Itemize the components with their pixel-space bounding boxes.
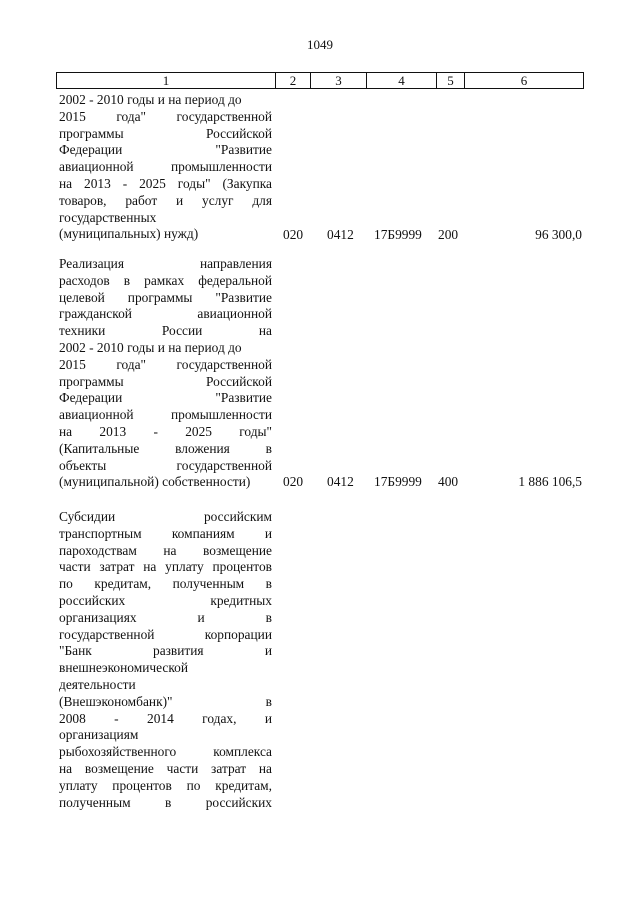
description-line: (Капитальные вложения в bbox=[59, 440, 272, 456]
description-line: (муниципальной) собственности) bbox=[59, 474, 251, 490]
description-line: (муниципальных) нужд) bbox=[59, 226, 199, 242]
expense-type-code: 200 bbox=[438, 227, 459, 242]
description-line: уплату процентов по кредитам, bbox=[59, 777, 272, 793]
description-line: Федерации "Развитие bbox=[59, 390, 272, 406]
description-line: объекты государственной bbox=[59, 457, 272, 473]
amount: 96 300,0 bbox=[535, 227, 582, 242]
page-number: 1049 bbox=[307, 37, 333, 52]
header-col-3: 3 bbox=[311, 73, 367, 89]
description-line: программы Российской bbox=[59, 373, 272, 389]
header-row bbox=[57, 73, 584, 89]
description-line: Федерации "Развитие bbox=[59, 142, 272, 158]
row-description bbox=[59, 92, 272, 243]
description-line: рыбохозяйственного комплекса bbox=[59, 744, 272, 760]
header-col-5: 5 bbox=[437, 73, 465, 89]
description-line: 2015 года" государственной bbox=[59, 356, 272, 372]
target-article-code: 17Б9999 bbox=[374, 474, 422, 489]
ministry-code: 020 bbox=[283, 227, 304, 242]
ministry-code: 020 bbox=[283, 474, 304, 489]
column-header-table bbox=[56, 72, 584, 89]
header-col-1: 1 bbox=[57, 73, 276, 89]
description-line: на возмещение части затрат на bbox=[59, 760, 272, 776]
description-line: 2002 - 2010 годы и на период до bbox=[59, 339, 242, 355]
description-line: государственных bbox=[59, 209, 157, 225]
description-line: целевой программы "Развитие bbox=[59, 289, 272, 305]
description-line: на 2013 - 2025 годы" (Закупка bbox=[59, 175, 272, 191]
description-line: "Банк развития и bbox=[59, 643, 272, 659]
amount: 1 886 106,5 bbox=[518, 474, 582, 489]
section-code: 0412 bbox=[327, 474, 354, 489]
description-line: гражданской авиационной bbox=[59, 306, 272, 322]
description-line: Реализация направления bbox=[59, 256, 272, 271]
description-line: авиационной промышленности bbox=[59, 407, 272, 423]
description-line: расходов в рамках федеральной bbox=[59, 272, 272, 288]
description-line: авиационной промышленности bbox=[59, 159, 272, 175]
description-line: пароходствам на возмещение bbox=[59, 542, 272, 558]
target-article-code: 17Б9999 bbox=[374, 227, 422, 242]
description-line: внешнеэкономической bbox=[59, 660, 189, 676]
header-col-6: 6 bbox=[465, 73, 584, 89]
description-line: деятельности bbox=[59, 676, 136, 692]
description-line: 2002 - 2010 годы и на период до bbox=[59, 92, 242, 107]
description-line: части затрат на уплату процентов bbox=[59, 559, 272, 575]
row-description bbox=[59, 256, 272, 491]
description-line: товаров, работ и услуг для bbox=[59, 192, 272, 208]
description-line: организациям bbox=[59, 727, 139, 743]
description-line: Субсидии российским bbox=[59, 509, 272, 524]
description-line: на 2013 - 2025 годы" bbox=[59, 423, 272, 439]
description-line: организациях и в bbox=[59, 609, 272, 625]
description-line: (Внешэкономбанк)" в bbox=[59, 693, 272, 709]
description-line: программы Российской bbox=[59, 125, 272, 141]
header-col-2: 2 bbox=[276, 73, 311, 89]
description-line: 2015 года" государственной bbox=[59, 108, 272, 124]
description-line: российских кредитных bbox=[59, 592, 272, 608]
row-description bbox=[59, 509, 272, 811]
description-line: по кредитам, полученным в bbox=[59, 576, 272, 592]
description-line: техники России на bbox=[59, 323, 272, 339]
section-code: 0412 bbox=[327, 227, 354, 242]
description-line: транспортным компаниям и bbox=[59, 525, 272, 541]
header-col-4: 4 bbox=[367, 73, 437, 89]
description-line: государственной корпорации bbox=[59, 626, 272, 642]
expense-type-code: 400 bbox=[438, 474, 459, 489]
description-line: 2008 - 2014 годах, и bbox=[59, 710, 272, 726]
description-line: полученным в российских bbox=[59, 794, 272, 810]
